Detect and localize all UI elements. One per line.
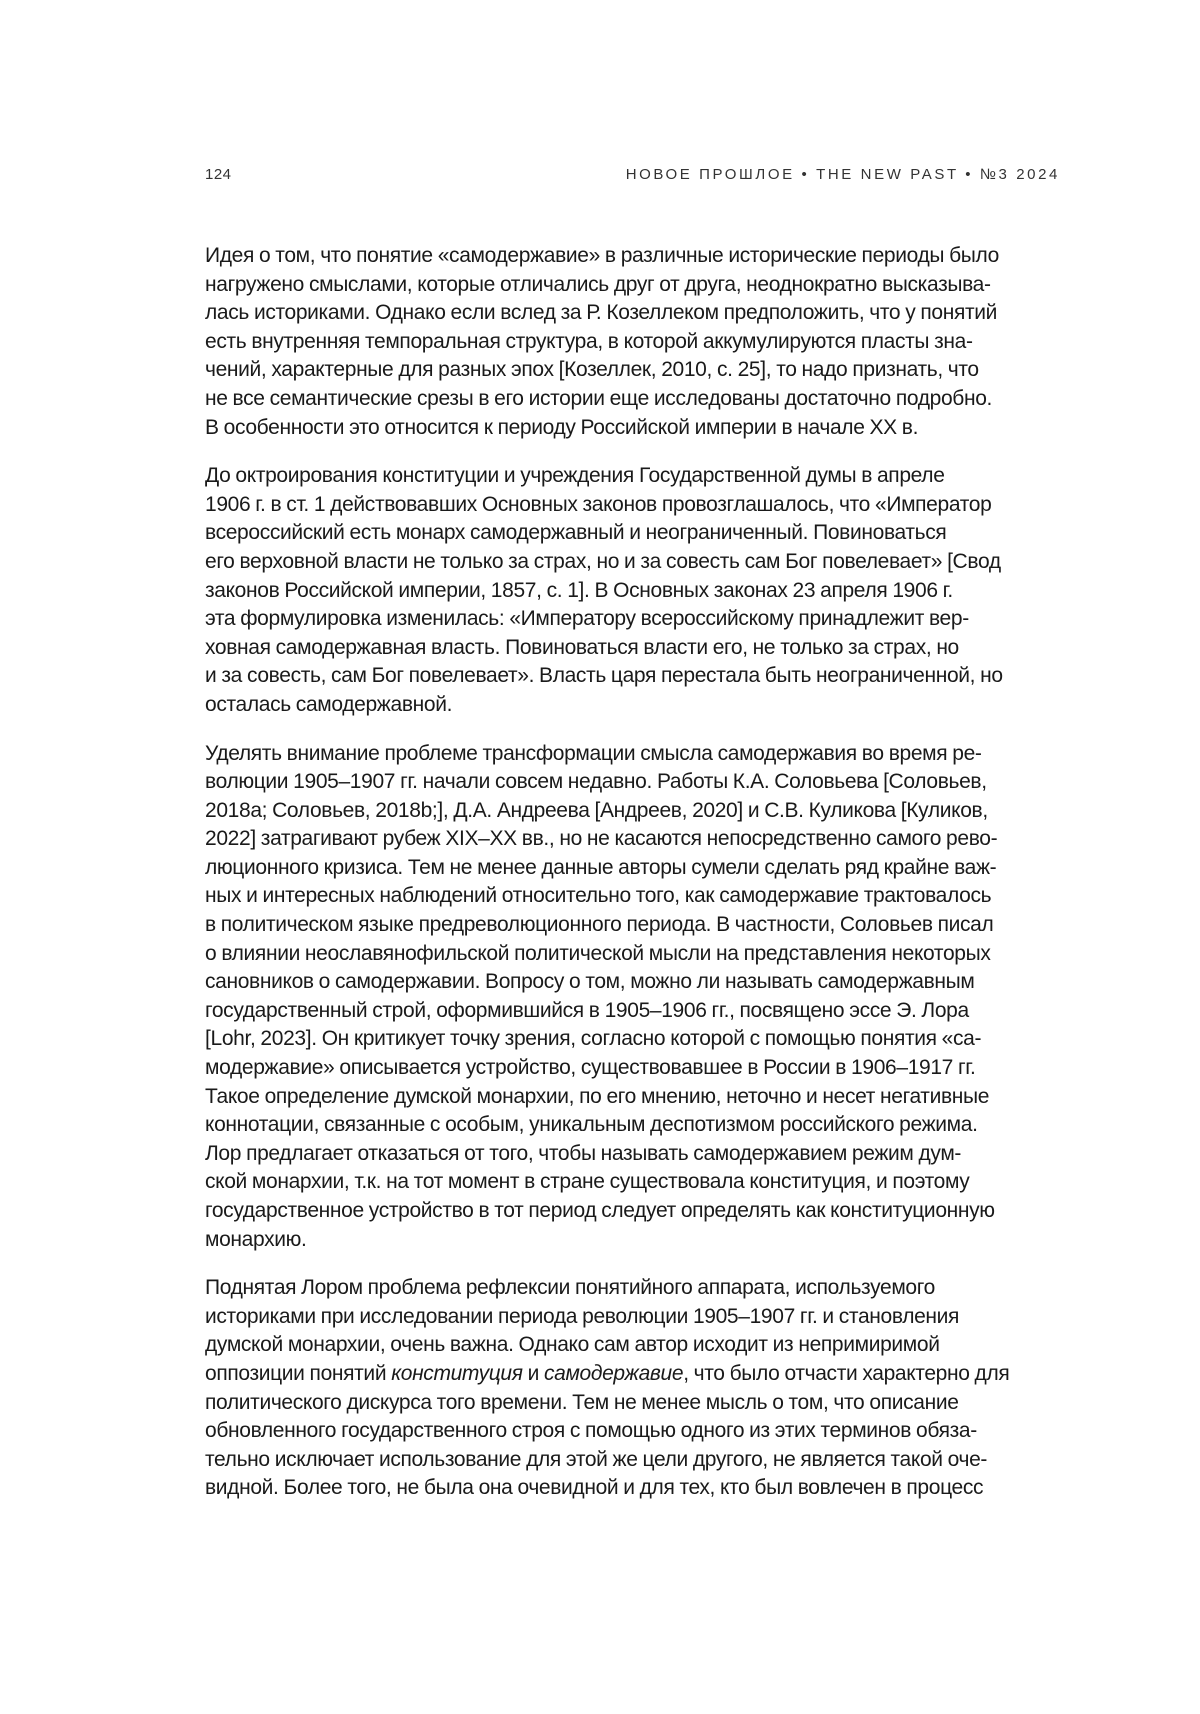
text-line: лась историками. Однако если вслед за Р. Козеллеком предположить, что у понятий xyxy=(205,301,998,325)
text-line: историками при исследовании периода революции 1905–1907 гг. и становления xyxy=(205,1304,960,1328)
text-line xyxy=(205,1360,1067,1389)
text-line: ской монархии, т.к. на тот момент в стране существовала конституция, и поэтому xyxy=(205,1170,970,1194)
text-line: осталась самодержавной. xyxy=(205,692,453,716)
text-line: В особенности это относится к периоду Российской империи в начале XX в. xyxy=(205,415,919,439)
text-line: эта формулировка изменилась: «Императору всероссийскому принадлежит вер- xyxy=(205,607,969,631)
text-line: Идея о том, что понятие «самодержавие» в различные исторические периоды было xyxy=(205,244,1000,267)
text-line: государственное устройство в тот период следует определять как конституционную xyxy=(205,1199,995,1222)
text-line: всероссийский есть монарх самодержавный и неограниченный. Повиноваться xyxy=(205,521,947,545)
text-line: не все семантические срезы в его истории еще исследованы достаточно подробно. xyxy=(205,386,993,410)
text-line: Уделять внимание проблеме трансформации смысла самодержавия во время ре- xyxy=(205,741,982,765)
article-body xyxy=(205,242,1067,1523)
paragraph xyxy=(205,1274,1067,1503)
paragraph xyxy=(205,242,1067,442)
italic-term: самодержавие xyxy=(543,1361,684,1385)
text-line: его верховной власти не только за страх, но и за совесть сам Бог повелевает» [Свод xyxy=(205,549,1001,573)
text-line: есть внутренняя темпоральная структура, в которой аккумулируются пласты зна- xyxy=(205,329,973,353)
text-line: ховная самодержавная власть. Повиноваться власти его, не только за страх, но xyxy=(205,635,959,659)
text-line: 1906 г. в ст. 1 действовавших Основных законов провозглашалось, что «Император xyxy=(205,492,992,516)
text-line: видной. Более того, не была она очевидной и для тех, кто был вовлечен в процесс xyxy=(205,1476,984,1500)
text-line: Поднятая Лором проблема рефлексии понятийного аппарата, используемого xyxy=(205,1276,935,1300)
text-line: сановников о самодержавии. Вопросу о том, можно ли называть самодержавным xyxy=(205,970,975,994)
text-line: о влиянии неославянофильской политической мысли на представления некоторых xyxy=(205,941,991,965)
text-line: 2022] затрагивают рубеж XIX–XX вв., но не касаются непосредственно самого рево- xyxy=(205,827,998,851)
paragraph xyxy=(205,740,1067,1255)
text-line: чений, характерные для разных эпох [Козеллек, 2010, с. 25], то надо признать, что xyxy=(205,358,979,382)
text-line: политического дискурса того времени. Тем не менее мысль о том, что описание xyxy=(205,1390,959,1414)
text-run: , что было отчасти характерно для xyxy=(683,1361,1010,1385)
text-line: законов Российской империи, 1857, с. 1]. В Основных законах 23 апреля 1906 г. xyxy=(205,578,953,602)
text-line: обновленного государственного строя с помощью одного из этих терминов обяза- xyxy=(205,1419,977,1443)
running-head: НОВОЕ ПРОШЛОЕ • THE NEW PAST • №3 2024 xyxy=(625,166,1060,183)
page-header xyxy=(205,166,1060,190)
text-run: и xyxy=(522,1361,544,1385)
text-run: оппозиции понятий xyxy=(205,1361,392,1385)
text-line: тельно исключает использование для этой же цели другого, не является такой оче- xyxy=(205,1447,988,1471)
text-line: нагружено смыслами, которые отличались друг от друга, неоднократно высказыва- xyxy=(205,272,991,296)
text-line: государственный строй, оформившийся в 1905–1906 гг., посвящено эссе Э. Лора xyxy=(205,998,969,1022)
text-line: люционного кризиса. Тем не менее данные авторы сумели сделать ряд крайне важ- xyxy=(205,855,997,879)
paragraph xyxy=(205,462,1067,719)
text-line: ных и интересных наблюдений относительно того, как самодержавие трактовалось xyxy=(205,884,992,908)
text-line: 2018a; Соловьев, 2018b;], Д.А. Андреева [Андреев, 2020] и С.В. Куликова [Куликов, xyxy=(205,798,988,822)
text-line: и за совесть, сам Бог повелевает». Власть царя перестала быть неограниченной, но xyxy=(205,664,1003,688)
text-line: волюции 1905–1907 гг. начали совсем недавно. Работы К.А. Соловьева [Соловьев, xyxy=(205,770,987,794)
text-line: коннотации, связанные с особым, уникальным деспотизмом российского режима. xyxy=(205,1113,978,1137)
text-line: в политическом языке предреволюционного периода. В частности, Соловьев писал xyxy=(205,913,994,937)
italic-term: конституция xyxy=(391,1361,523,1385)
text-line: монархию. xyxy=(205,1227,307,1251)
text-line: Такое определение думской монархии, по его мнению, неточно и несет негативные xyxy=(205,1084,990,1108)
page-number: 124 xyxy=(205,166,232,183)
text-line: [Lohr, 2023]. Он критикует точку зрения, согласно которой с помощью понятия «са- xyxy=(205,1027,982,1051)
text-line: До октроирования конституции и учреждения Государственной думы в апреле xyxy=(205,464,945,488)
text-line: думской монархии, очень важна. Однако сам автор исходит из непримиримой xyxy=(205,1333,940,1357)
text-line: модержавие» описывается устройство, существовавшее в России в 1906–1917 гг. xyxy=(205,1056,976,1080)
text-line: Лор предлагает отказаться от того, чтобы называть самодержавием режим дум- xyxy=(205,1141,962,1165)
